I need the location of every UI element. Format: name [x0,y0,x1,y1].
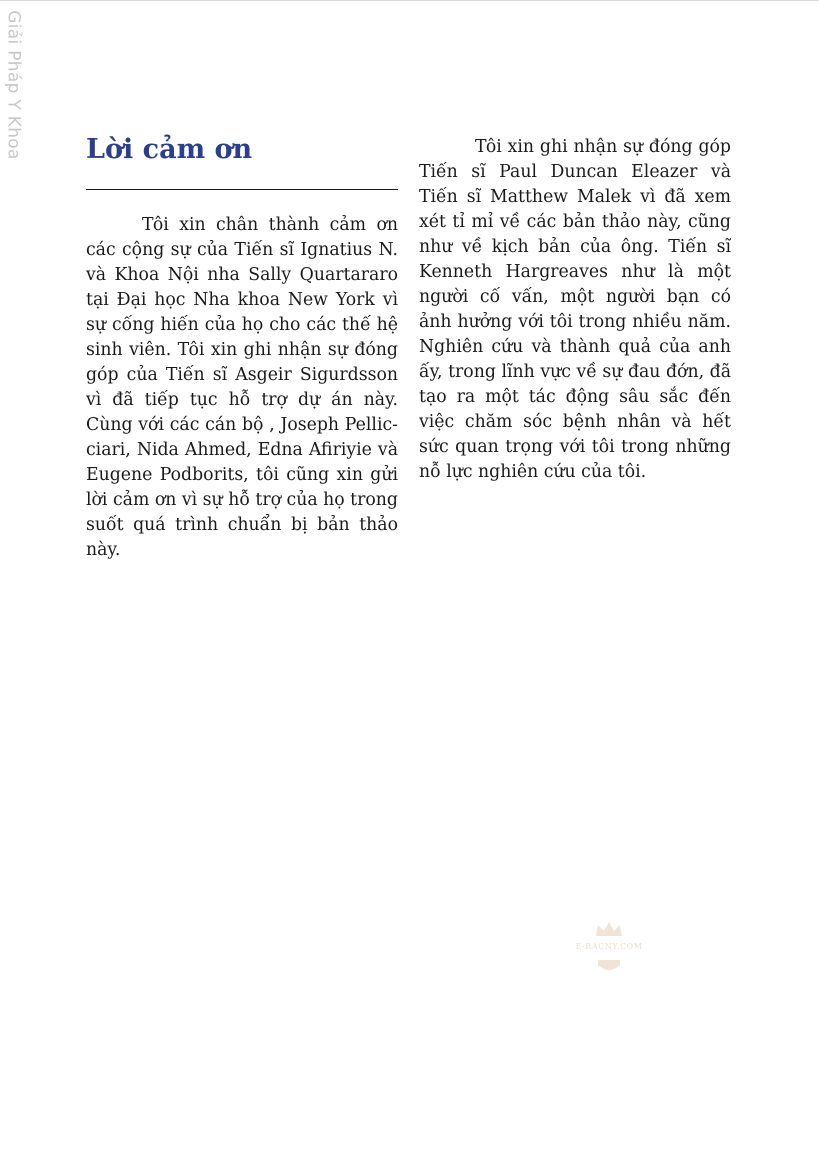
watermark-stamp [566,920,652,986]
side-watermark [2,10,26,160]
side-watermark-text: Giải Pháp Y Khoa [4,10,25,160]
watermark-stamp-text: E-RACNY.COM [575,942,643,951]
right-column [419,135,731,485]
title-divider [86,189,398,190]
acknowledgement-paragraph-right: Tôi xin ghi nhận sự đóng góp Tiến sĩ Paul Duncan Eleazer và Tiến sĩ Matthew Malek vì đã xem xét tỉ mỉ về các bản thảo này, cũng như về kịch bản của ông. Tiến sĩ Kenneth Hargreaves như là một người cố vấn, một người bạn có ảnh hưởng với tôi trong nhiều năm. Nghiên cứu và thành quả của anh ấy, trong lĩnh vực về sự đau đớn, đã tạo ra một tác động sâu sắc đến việc chăm sóc bệnh nhân và hết sức quan trọng với tôi trong những nỗ lực nghiên cứu của tôi. [419,137,731,482]
page-title: Lời cảm ơn [86,134,253,165]
page-top-border [0,0,819,1]
left-column [86,132,398,563]
acknowledgement-paragraph-left: Tôi xin chân thành cảm ơn các cộng sự của Tiến sĩ Ignatius N. và Khoa Nội nha Sally Quartararo tại Đại học Nha khoa New York vì sự cống hiến của họ cho các thế hệ sinh viên. Tôi xin ghi nhận sự đóng góp của Tiến sĩ Asgeir Sigurdsson vì đã tiếp tục hỗ trợ dự án này. Cùng với các cán bộ , Joseph Pellicciari, Nida Ahmed, Edna Afiriyie và Eugene Podborits, tôi cũng xin gửi lời cảm ơn vì sự hỗ trợ của họ trong suốt quá trình chuẩn bị bản thảo này. [86,215,398,560]
crown-icon [594,920,624,938]
shield-icon [597,959,621,973]
